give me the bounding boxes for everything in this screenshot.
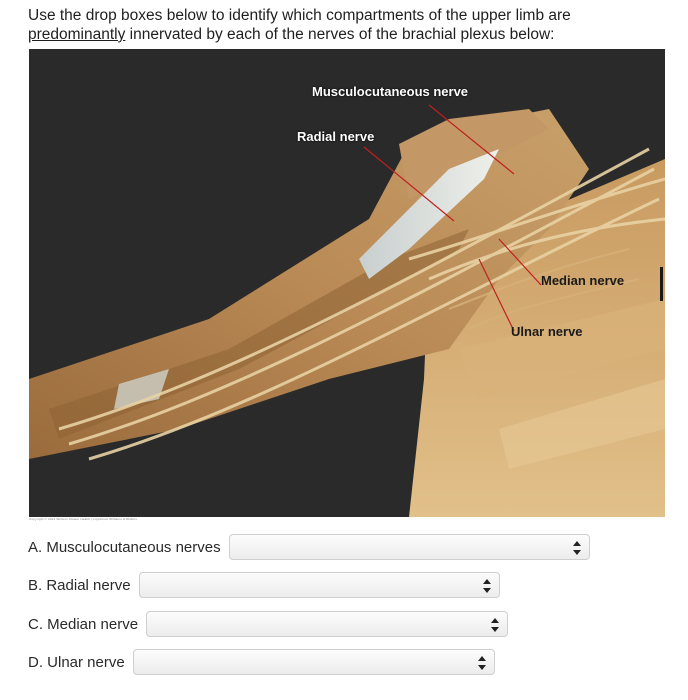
dropdown-label-c: C. Median nerve: [28, 615, 139, 633]
label-radial: Radial nerve: [297, 129, 375, 144]
label-musculocutaneous: Musculocutaneous nerve: [312, 84, 469, 99]
dropdown-row-median: [28, 610, 508, 638]
ulnar-select[interactable]: [133, 649, 495, 675]
anatomy-photo: [29, 49, 665, 517]
updown-arrows-icon: [573, 541, 581, 555]
dropdown-label-d: D. Ulnar nerve: [28, 653, 125, 671]
label-median: Median nerve: [541, 273, 625, 288]
updown-arrows-icon: [478, 656, 486, 670]
radial-select[interactable]: [139, 572, 500, 598]
dropdown-label-a: A. Musculocutaneous nerves: [28, 538, 221, 556]
question-line-2-rest: innervated by each of the nerves of the brachial plexus below:: [125, 26, 555, 43]
median-select[interactable]: [146, 611, 508, 637]
dropdown-row-radial: [28, 571, 500, 599]
updown-arrows-icon: [483, 579, 491, 593]
emphasis-word: predominantly: [28, 26, 126, 43]
question-line-2: [28, 25, 668, 44]
dropdown-row-ulnar: [28, 648, 495, 676]
question-text: [28, 6, 668, 44]
musculocutaneous-select[interactable]: [229, 534, 590, 560]
dropdown-row-musculocutaneous: [28, 533, 590, 561]
label-ulnar: Ulnar nerve: [511, 324, 583, 339]
copyright-line: Copyright © 2011 Wolters Kluwer Health | Lippincott Williams & Wilkins: [29, 517, 138, 521]
question-line-1: Use the drop boxes below to identify which compartments of the upper limb are: [28, 7, 571, 24]
updown-arrows-icon: [491, 618, 499, 632]
dropdown-label-b: B. Radial nerve: [28, 576, 131, 594]
